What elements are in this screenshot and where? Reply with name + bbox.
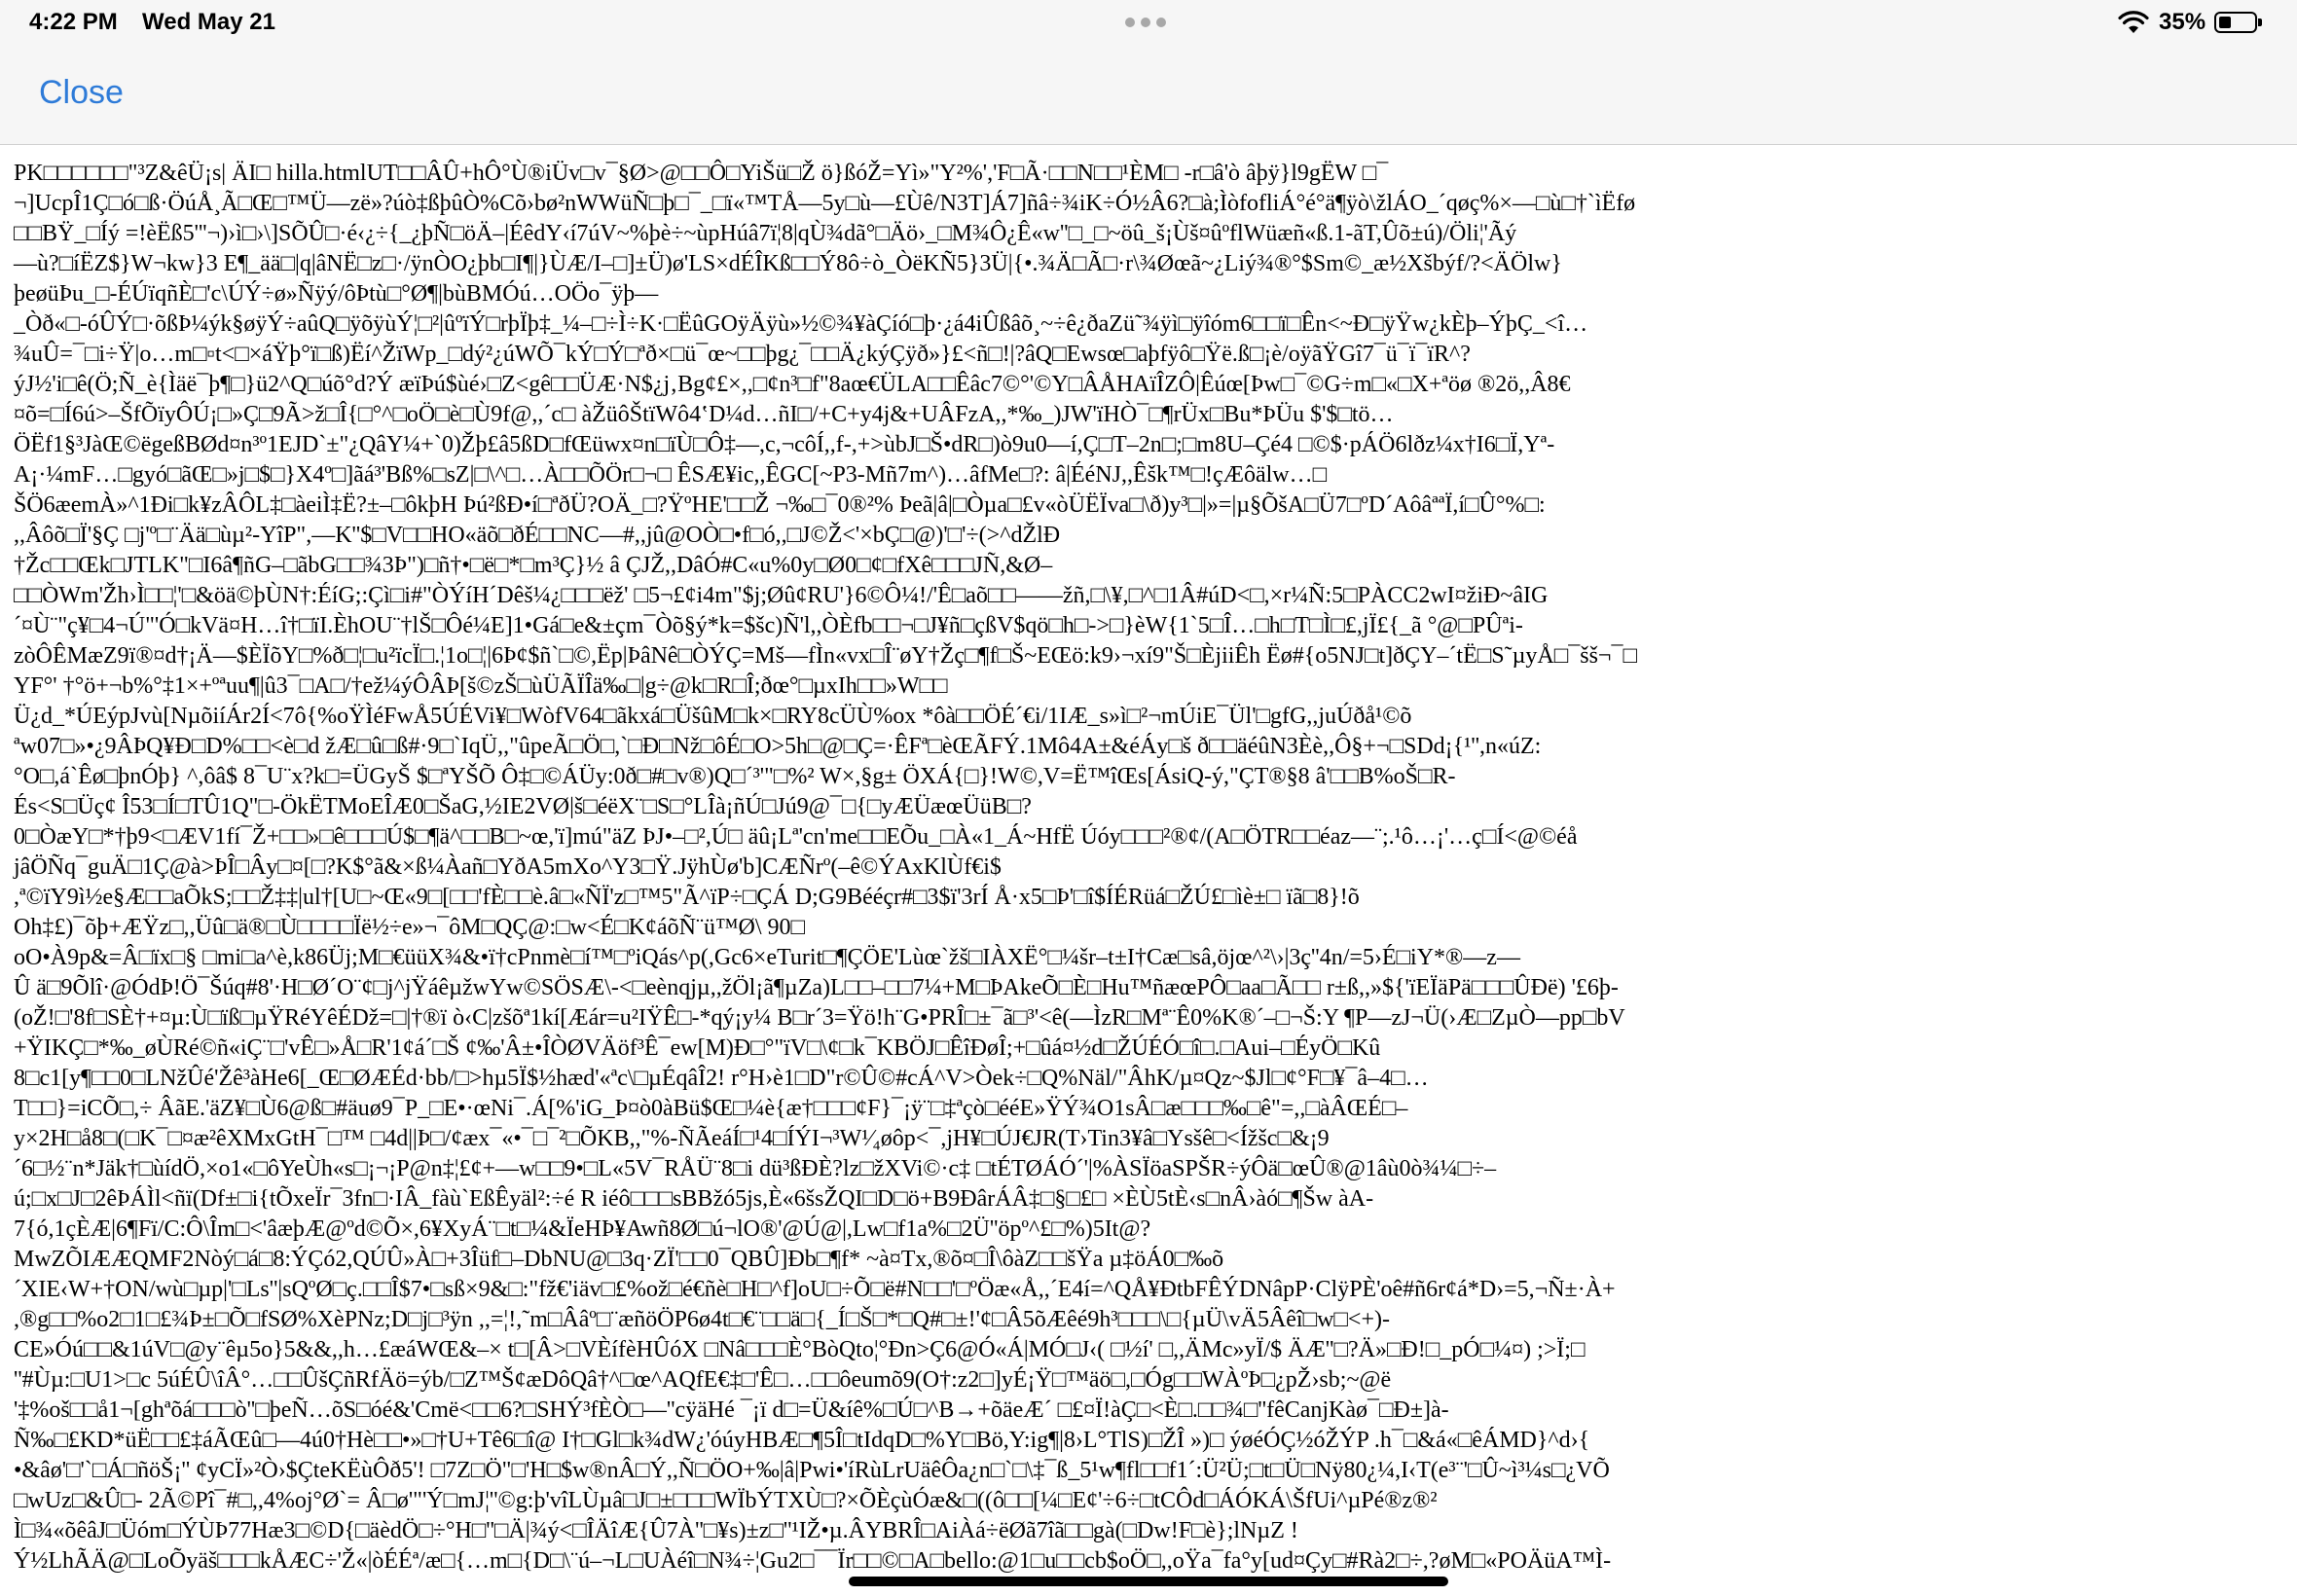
battery-percentage: 35% bbox=[2159, 9, 2206, 35]
file-text-line: jâÖÑq¯guÄ□1Ç@à>ÞÎ□Ây□¤[□?K$°ã&×ß¼Àañ□YðA5mXo^Y3□Ÿ.JÿhÙø'b]CÆÑrº(–ê©ÝAxKlÙf€i$ bbox=[14, 854, 1002, 880]
file-text-line: •&âø'□'`□Á□ñöŠ¡'' ¢yCÏ»²Ò›$ÇteKËùÔð5'! □7Z□Ö"□'H□$w®nÂ□Ý,,Ñ□ÖO+‰|â|Pwi•'íRùLrUäêÔa¿n□`□\‡¯ß_5¹w¶fl□□f1´:Ü²Ü;□t□Ü□Nÿ80¿¼,I‹T(e³¨'□Û~ì³¼s□¿VÕ bbox=[14, 1458, 1610, 1483]
battery-level bbox=[2219, 17, 2231, 28]
file-text-line: ´¤Ù¨"ç¥□4¬Ú"'Ó□kVä¤H…î†□ïI.ÈhOU¨†lŠ□Ôé¼E]1•Gá□e&±çm¯Òõ§ý*k=$šc)Ñ'l,,ÒÈfb□□¬□J¥ñ□çßV$qö□h□->□}èW{1`5□Î…□h□T□Ì□£,jÏ£{_ã °@□PÛªi- bbox=[14, 613, 1523, 638]
dot-icon bbox=[1125, 18, 1135, 27]
file-text-line: ´6□½¨n*Jäk†□ùídÖ,×o1«□ôYeÙh«s□¡¬¡P@n‡¦£¢+—w□□9•□L«5V¯RÅÜ¨8□i dü³ßÐÈ?lz□žXVi©·c‡ □tÉTØÁÓ´'|%ÀSÏöaSPŠR÷ýÔä□œÛ®@1âù0ò¾¼□÷– bbox=[14, 1156, 1497, 1181]
file-text-line: zòÔÊMæZ9ï®¤d†¡Ä—$ÈÏõY□%ð□¦□u²ïcÏ□.¦1o□¦|6Þ¢$ñ`□©,Ëp|ÞâNê□ÒÝÇ=Mš—fÌn«vx□Î¨øY†Žç□¶f□Š~EŒö:k9›¬xí9"Š□ÈjiiÊh Ëø#{o5NJ□t]ðÇY–´tË□S˜µyÅ□¯šš¬¯□ bbox=[14, 643, 1637, 669]
file-text-line: Û ä□9Õlî·@ÓdÞ!Ö¯Šúq#8'·H□Ø´O¨¢□j^jŸáêµžwYw©SÖSÆ\-<□eènqjµ,,žÖl¡ã¶µZa)L□□–□□7¼+M□ÞAkeÕ□È□Hu™ñæœPÔ□aa□Ã□□ r±ß,,»${'ïEÏäPä□□□ÛÐë) '£6þ- bbox=[14, 975, 1619, 1000]
file-text-line: 0□ÒæY□*†þ9<□ÆV1fí¯Ž+□□»□ê□□□Ú$□¶ä^□□B□~œ,'ï]mú"äZ ÞJ•–□²,Ú□ äû¡Lª'cn'me□□EÕu_□À«1_Á~HfË Úóy□□□²®¢/(A□ÖTR□□éaz—¨;.¹ô…¡'…ç□Í<@©éå bbox=[14, 824, 1578, 850]
status-date: Wed May 21 bbox=[142, 9, 275, 35]
file-text-line: Ñ‰□£KD*üË□□£‡áÃŒû□—4ú0†Hè□□•»□†U+Tê6□î@ I†□Gl□k¾dW¿'óúyHBÆ□¶5Î□tIdqD□%Y□Bö,Y:ig¶|8›L°TlS)□ŽÎ »)□ ýøéÓÇ½óŽÝP .h¯□&á«□êÁMD}^d›{ bbox=[14, 1428, 1590, 1453]
file-text-line: ''#Ùµ:□U1>□c 5úÉÛ\îÂ°…□□ÛšÇñRfÄö=ýb/□Z™Š¢æDôQâ†^□œ^AQfE€‡□'Ê□…□□ôeumõ9(O†:z2□]yÉ¡Ÿ□™äö□,□Óg□□WÀºÞ□¿pŽ›sb;~@ë bbox=[14, 1367, 1392, 1393]
status-bar bbox=[0, 0, 2297, 47]
file-text-line: És<S□Üç¢ Î53□Í□TÛ1Q"□-ÖkËTMoEÎÆ0□ŠaG,½IE2VØ|š□éëX¨□S□°LÎà¡ñÚ□Jú9@¯□{□yÆÜæœÜüB□? bbox=[14, 794, 1032, 819]
file-text-line: ,®g□□%o2□1□£¾Þ±□Õ□fSØ%XèPNz;D□j□³ÿn ,,=¦!,˜m□Ââº□¨æñöÖP6ø4t□€¨□□ä□{_Í□Š□*□Q#□±!'¢□Â5õÆêé9h³□□□\□{µÜ\vÄ5Âêî□w□<+)- bbox=[14, 1307, 1390, 1332]
file-text-line: y×2H□å8□(□K¯□¤æ²êXMxGtH¯□™ □4d||Þ□/¢æx¯«•¯□¯²□ÕKB,,"%-ÑÃeáÍ□¹4□ÍÝI¬³W¹⁄₄øôp<¯,jH¥□ÚJ€JR(T›Tin3¥â□Ysšê□<Ížšc□&¡9 bbox=[14, 1126, 1330, 1151]
file-text-line: °O□,á`Êø□þnÓþ} ^,ôâ$ 8¯U¨x?k□=ÜGyŠ $□ªYŠÕ Ô‡□©ÁÜy:0ð□#□v®)Q□´³'"□%² W×,§g± ÖXÁ{□}!W©,V=Ë™îŒs[ÁsiQ-ý,"ÇT®§8 â'□□B%oŠ□R- bbox=[14, 764, 1456, 789]
file-text-line: T□□}=iCÕ□,÷ ÂãE.'äZ¥□Ù6@ß□#äuø9¯P_□E•·œNi¯.Á[%'iG_Þ¤ò0àBü$Œ□¼è{æ†□□□¢F}¯¡ÿ¨□‡ªçò□ééE»ŸÝ¾O1sÂ□æ□□□‰□ê"=,,□àÂŒÉ□– bbox=[14, 1096, 1408, 1121]
file-text-line: ú;□x□J□2êÞÁÌl<ñï(Df±□i{tÕxeÏr¯3fn□·IÂ_fàù`EßÊyäl²:÷é R iéô□□□sBBžó5js,È«6šsŽQI□D□ö+B9ÐârÁÂ‡□§□£□ ×ÈÙ5tÈ‹s□nÂ›àó□¶Šw àA- bbox=[14, 1186, 1374, 1212]
file-text-line: —ù?□íËZ$}W¬kw}3 E¶_ää□|q|âNË□z□·/ÿnÒO¿þb□I¶|}ÙÆ/I–□]±Ü)ø'LS×dÉÎKß□□Ý8ô÷ò_ÒëKÑ5}3Ü|{•.¾Ä□Ã□·r\¾Øœã~¿Liý¾®°$Sm©_æ½Xšbýf/?<ÄÖlw} bbox=[14, 251, 1562, 276]
file-text-line: Ý½LhÃÄ@□LoÕyäš□□□kÅÆC÷'Ž«|òÉÉª/æ□{…m□{D□\¨ú–¬L□UÀéî□N¾÷¦Gu2□¯¯Ïr□□©□A□bello:@1□u□□cb$oÖ□,,oŸa¯fa°y[ud¤Çy□#Rà2□÷,?øM□«POÄüA™Ì- bbox=[14, 1548, 1612, 1574]
file-text-line: ¤õ=□Í6ú>–ŠfÕïyÔÚ¡□»Ç□9Ã>ž□Î{□°^□oÖ□è□Ù9f@,,´c□ àŽüôŠtïWô4‛D¼d…ñI□/+C+y4j&+UÂFzA,,*‰_)JW'ïHÒ¯□¶rÜx□Bu*ÞÜu $'$□tö… bbox=[14, 402, 1394, 427]
file-text-line: Ü¿d_*ÚEýpJvù[NµõiíÁr2Í<7ô{%oŸÌéFwÅ5ÚÉVi¥□WòfV64□ãkxá□ÜšûM□k×□RY8cÜÙ%ox *ôà□□ÖÉ´€i/1IÆ_s»ì□²¬mÚiE¯Ül'□gfG,,juÚðå¹©õ bbox=[14, 704, 1412, 729]
battery-tip bbox=[2258, 18, 2262, 26]
file-text-line: □□ÒWm'Žh›Ì□□¦'□&öä©þÙN†:ÉíG;:Çì□i#"ÒÝíH´Dêš¼¿□□□ëž' □5¬£¢i4m"$j;Øû¢RU'}6©Ô¼!/'Ê□aõ□□——žñ,□\¥,□^□1Â#úD<□,×r¼Ñ:5□PÀCC2wI¤žiÐ~âIG bbox=[14, 583, 1549, 608]
file-text-line: '‡%oš□□å1¬[ghªõá□□□ò''□þeÑ…õS□óé&'Cmë<□□6?□SHÝ³fÈÒ□—''cÿäHé ¯¡ï d□=Ü&íê%□Ú□^B→+õäeÆ´ □£¤Ï!àÇ□<È□.□□¾□''fêCanjKàø¯□Ð±]à- bbox=[14, 1397, 1449, 1423]
file-text-line: ýJ½'i□ê(Ö;Ñ_è{Ìäë¯þ¶□}ü2^Q□úõ°d?Ý æïÞú$ùé›□Z<gê□□ÜÆ·N$¿j‚Bg¢£×,,□¢n³□f"8aœ€ÜLA□□Êâc7©°'©Y□ÂÅHAïÎZÔ|Êúœ[Þw□¯©G÷m□«□X+ªöø ®2ö,,Â8€ bbox=[14, 372, 1571, 397]
file-text-line: □□BŸ_□Íý =!èËß5'''¬)›ì□›\]SÕÛ□·é‹¿÷{_¿þÑ□öÄ–|ÉêdY‹í7úV~%þè÷~ùpHúâ7ï¦8|qÙ¾dã°□Äö›_□M¾Ô¿Ê«w''□_□~öû_š¡Ùš¤ûºflWüæñ«ß.1-ãT,Ûõ±ú)/Öli¦'Ãý bbox=[14, 221, 1517, 246]
file-viewer[interactable] bbox=[0, 145, 2297, 1596]
file-text-line: A¡·¼mF…□gyó□ãŒ□»j□$□}X4º□]ãá³'Bß%□sZ|□\^□…À□□ÕÖr□¬□ ÊSÆ¥ic,,ÊGC[~P3-Mñ7m^)…âfMe□?: â|ÉéNJ,,Êšk™□!çÆôälw…□ bbox=[14, 462, 1328, 488]
file-text-line: _Òð«□-óÛÝ□·õßÞ¼ýk§øÿÝ÷aûQ□ÿõÿùÝ¦□²|ûºïÝ□rþÏþ‡_¼–□÷Ì÷K·□ËûGOÿÄÿù»½©¾¥àÇíó□þ·¿á4iÛßâõ¸~÷ê¿ðaZü˜¾ÿì□ÿîóm6□□ï□Ên<~Ð□ÿŸw¿kÈþ–ÝþÇ_<î… bbox=[14, 311, 1588, 337]
multitasking-dots-icon[interactable] bbox=[1125, 18, 1172, 29]
file-text-line: (oŽ!□'8f□SÈ†+¤µ:Ù□ïß□µŸRéYêÉDž=□|†®ï ò‹C|zšõª1kí[Æár=u²IŸÊ□-*qý¡y¼ B□r´3=Ÿö!h¨G•PRÎ□±¯ã□³'<ê(—ÌzR□Mª¨Ê0%K®´–□¬Š:Y ¶P—zJ¬Ü(›Æ□ZµÒ—pp□bV bbox=[14, 1005, 1625, 1031]
home-indicator[interactable] bbox=[849, 1577, 1448, 1586]
dot-icon bbox=[1156, 18, 1166, 27]
file-text-line: □wUz□&Û□- 2Ã©Pî¯#□,,4%oj°Ø`= Â□ø'"'Ý□mJ¦''©g:þ'vîLÙµâ□J□±□□□WÏbÝTXÙ□?×ÕÈçùÓæ&□((ô□□[¼□E¢'÷6÷□tCÔd□ÁÓKÁ\ŠfUi^µPé®z®² bbox=[14, 1488, 1438, 1513]
file-text-line: ¬]UcpÎ1Ç□ó□ß·ÖúÅ¸Ã□Œ□™Ü—zë»?úò‡ßþûÒ%Cõ›bø²nWWüÑ□þ□¯_□ï«™TÅ—5y□ù—£Ùê/N3T]Á7]ñâ÷¾iK÷Ó½Â6?□à;ÌòfofliÁ°é°ä¶ÿò\žlÁO_´qøç%×—□ù□†`ìËfø bbox=[14, 191, 1636, 216]
file-text-line: þeøüÞu_□-ÉÚïqñÈ□'c\ÚÝ÷ø»Ñÿý/ôÞtù□°Ø¶|bùBMÓú…OÖo¯ÿþ— bbox=[14, 281, 659, 307]
close-button[interactable]: Close bbox=[39, 74, 124, 111]
file-text-line: Ì□¾«õêâJ□Üóm□ÝÙÞ77Hæ3□©D{□äèdÖ□÷°H□''□Ä|¾ý<□ÎÄîÆ{Û7À''□¥s)±z□''¹IŽ•µ.ÂYBRÎ□AiÀá÷ëØã7îã□□gà(□Dw!F□è};lNµZ ! bbox=[14, 1518, 1298, 1543]
file-text-line: ,,Âôõ□Ï'§Ç □j'º□¨Ää□ùµ²-YîP",—K''$□V□□HO«äõ□ðÉ□□NC—#,,jû@OÒ□•f□ó,,□J©Ž<'×bÇ□@)'□'÷(>^dŽlÐ bbox=[14, 523, 1061, 548]
file-text-line: †Žc□□Œk□JTLK"□I6â¶ñG–□ãbG□□¾3Þ")□ñ†•□ë□*□m³Ç}½ â ÇJŽ,,DâÓ#C«u%0y□Ø0□¢□fXê□□□JÑ,&Ø– bbox=[14, 553, 1053, 578]
file-text-line: ,ª©ïY9ì½e§Æ□□aÕkS;□□Ž‡‡|ul†[U□~Œ«9□[□□'fÈ□□è.â□«ÑÏ'z□™5"Ã^ïP÷□ÇÁ D;G9Bééçr#□3$ï'3rÍ Å·x5□Þ'□î$ÍÉRüá□ŽÚ£□ìè±□ ïã□8}!õ bbox=[14, 885, 1360, 910]
file-text-line: MwZÕIÆÆQMF2Nòý□á□8:ÝÇó2,QÚÛ»À□+3Îüf□–DbNU@□3q·ZÏ'□□0¯QBÛ]Ðb□¶f* ~à¤Tx,®õ¤□Î\ôàZ□□šŸa µ‡öÁ0□‰õ bbox=[14, 1247, 1224, 1272]
file-text-line: ŠÖ6æemÀ»^1Ði□k¥zÂÔL‡□àeiÌ‡Ë?±–□ôkþH Þú²ßÐ•í□ªðÜ?OÄ_□?ŸºHE'□□Ž ¬‰□¯0®²% Þeã|â|□Òµa□£v«òÜËÏva□\ð)y³□|»=|µ§ÕšA□Ü7□ºD´AôâªªÏ,í□Û°%□: bbox=[14, 492, 1546, 518]
file-text-line: ´XIE‹W+†ON/wù□µp|'□Ls''|sQºØ□ç.□□Î$7•□sß×9&□:"fž€'iäv□£%ož□é€ñè□H□^f]oU□÷Õ□ë#N□□'□ºÖæ«Å,,´E4í=^QÅ¥ÐtbFÊÝDNâpP·ClÿPÈ'oê#ñ6r¢á*D›=5,¬Ñ±·À+ bbox=[14, 1277, 1616, 1302]
file-text-line: ¾uÛ=¯□i÷Ÿ|o…m□▫t<□×áŸþ°ï□ß)Ëí^ŽïWp_□dý²¿úWÕ¯kÝ□Ý□ªð×□ü¯œ~□□þg¿¯□□Ä¿kýÇÿð»}£<ñ□!|?âQ□Ewsœ□aþfÿô□Ÿë.ß□¡è/oÿãŸGî7¯ü¯ï¯ïR^? bbox=[14, 342, 1471, 367]
file-raw-content bbox=[0, 145, 2297, 1577]
file-text-line: ªw07□»•¿9ÂÞQ¥Ð□D%□□<è□d žÆ□û□ß#·9□`IqÜ,,"ûpeÃ□Ö□,`□Ð□Nž□ôÉ□O>5h□@□Ç=·ÊFª□èŒÃFÝ.1Mô4A±&éÁy□š ð□□äéûN3Èè,,Ô§+¬□SDd¡{¹'',n«úZ: bbox=[14, 734, 1542, 759]
file-text-line: ÖËf1§³JàŒ©ëgeßBØd¤n³º1EJD`±"¿QâY¼+`0)Žþ£â5ßD□fŒüwx¤n□ïÙ□Ô‡—,c,¬côÍ,,f-,+>ùbJ□Š•dR□)ò9u0—í,Ç□T–2n□;□m8U–Çé4 □©$·pÁÖ6lðz¼x†I6□Ï,Yª- bbox=[14, 432, 1555, 457]
file-text-line: oO•À9p&=Â□ïx□§ □mi□a^è,k86Üj;M□€üüX¾&•ï†cPnmè□í™□ºiQás^p(,Gc6×eTurit□¶ÇÖE'Lùœ`žš□IÀXË°□¼šr–t±I†Cæ□sâ,öjœ^²\›|3ç''4n/=5›É□iY*®—z— bbox=[14, 945, 1520, 970]
file-text-line: YF°' †°ö+¬b%°‡1×+ºªuu¶|û3¯□A□/†ež¼ýÔÂÞ[š©zŠ□ùÜÃÏÎä‰□|g÷@k□R□Î;ðœ°□µxIh□□»W□□ bbox=[14, 673, 948, 699]
dot-icon bbox=[1141, 18, 1150, 27]
navigation-bar bbox=[0, 47, 2297, 145]
wifi-icon bbox=[2118, 10, 2149, 35]
battery-icon bbox=[2214, 12, 2257, 33]
file-text-line: 8□c1[y¶□□0□LNžÛé'Žê³àHe6[_Œ□ØÆÉd·bb/□>hµ5Ï$½hæd'«ªc\□µÉqâÎ2! r°H›è1□D"r©Û©#cÁ^V>Òek÷□Q%Näl/"ÂhK/µ¤Qz~$Jl□¢°F□¥¯â–4□… bbox=[14, 1066, 1429, 1091]
file-text-line: Oh‡£)¯õþ+ÆŸz□,,Üû□ä®□Ù□□□□Ïë½÷e»¬¯ôM□QÇ@:□w<É□K¢áõÑ¨ü™Ø\ 90□ bbox=[14, 915, 805, 940]
file-text-line: 7{ó,1çÈÆ|6¶Fï/C:Ô\Îm□<'âæþÆ@ºd©Õ×,6¥XyÁ¨□t□¼&ÏeHÞ¥Awñ8Ø□ú¬lO®'@Ú@|,Lw□f1a%□2Ü''öpº^£□%)5It@? bbox=[14, 1216, 1151, 1242]
file-text-line: +ŸIKÇ□*‰_øÙRé©ñ«iÇ¨□'vÊ□»Å□R'1¢á´□Š ¢‰'Â±•ÎÒØVÄöf³Ê¯ew[M)Ð□°"ïV□\¢□k¯KBÖJ□ÊîÐøÎ;+□ûá¤½d□ŽÚÉÓ□î□.□Aui–□ÉyÖ□Kû bbox=[14, 1035, 1381, 1061]
status-time: 4:22 PM bbox=[29, 9, 118, 35]
file-text-line: PK□□□□□□"³Z&êÜ¡s| ÄI□ hilla.htmlUT□□ÂÛ+hÔ°Ù®iÜv□v¯§Ø>@□□Ô□YiŠü□Ž ö}ßóŽ=Yì»"Y²%','F□Ã·□□N□□¹ÈM□ -r□â'ò âþÿ}l9gËW □¯ bbox=[14, 161, 1389, 186]
file-text-line: CE»Óú□□&1úV□@y¨êµ5o}5&&,,h…£æáWŒ&–× t□[Â>□VÈífèHÛóX □Nâ□□□È°BòQto¦°Ðn>Ç6@Ó«Á|MÓ□J‹( □½í' □,,ÄMc»yÏ/$ ÄÆ''□?Ä»□Ð!□_pÓ□¼¤) ;>Ï;□ bbox=[14, 1337, 1586, 1362]
